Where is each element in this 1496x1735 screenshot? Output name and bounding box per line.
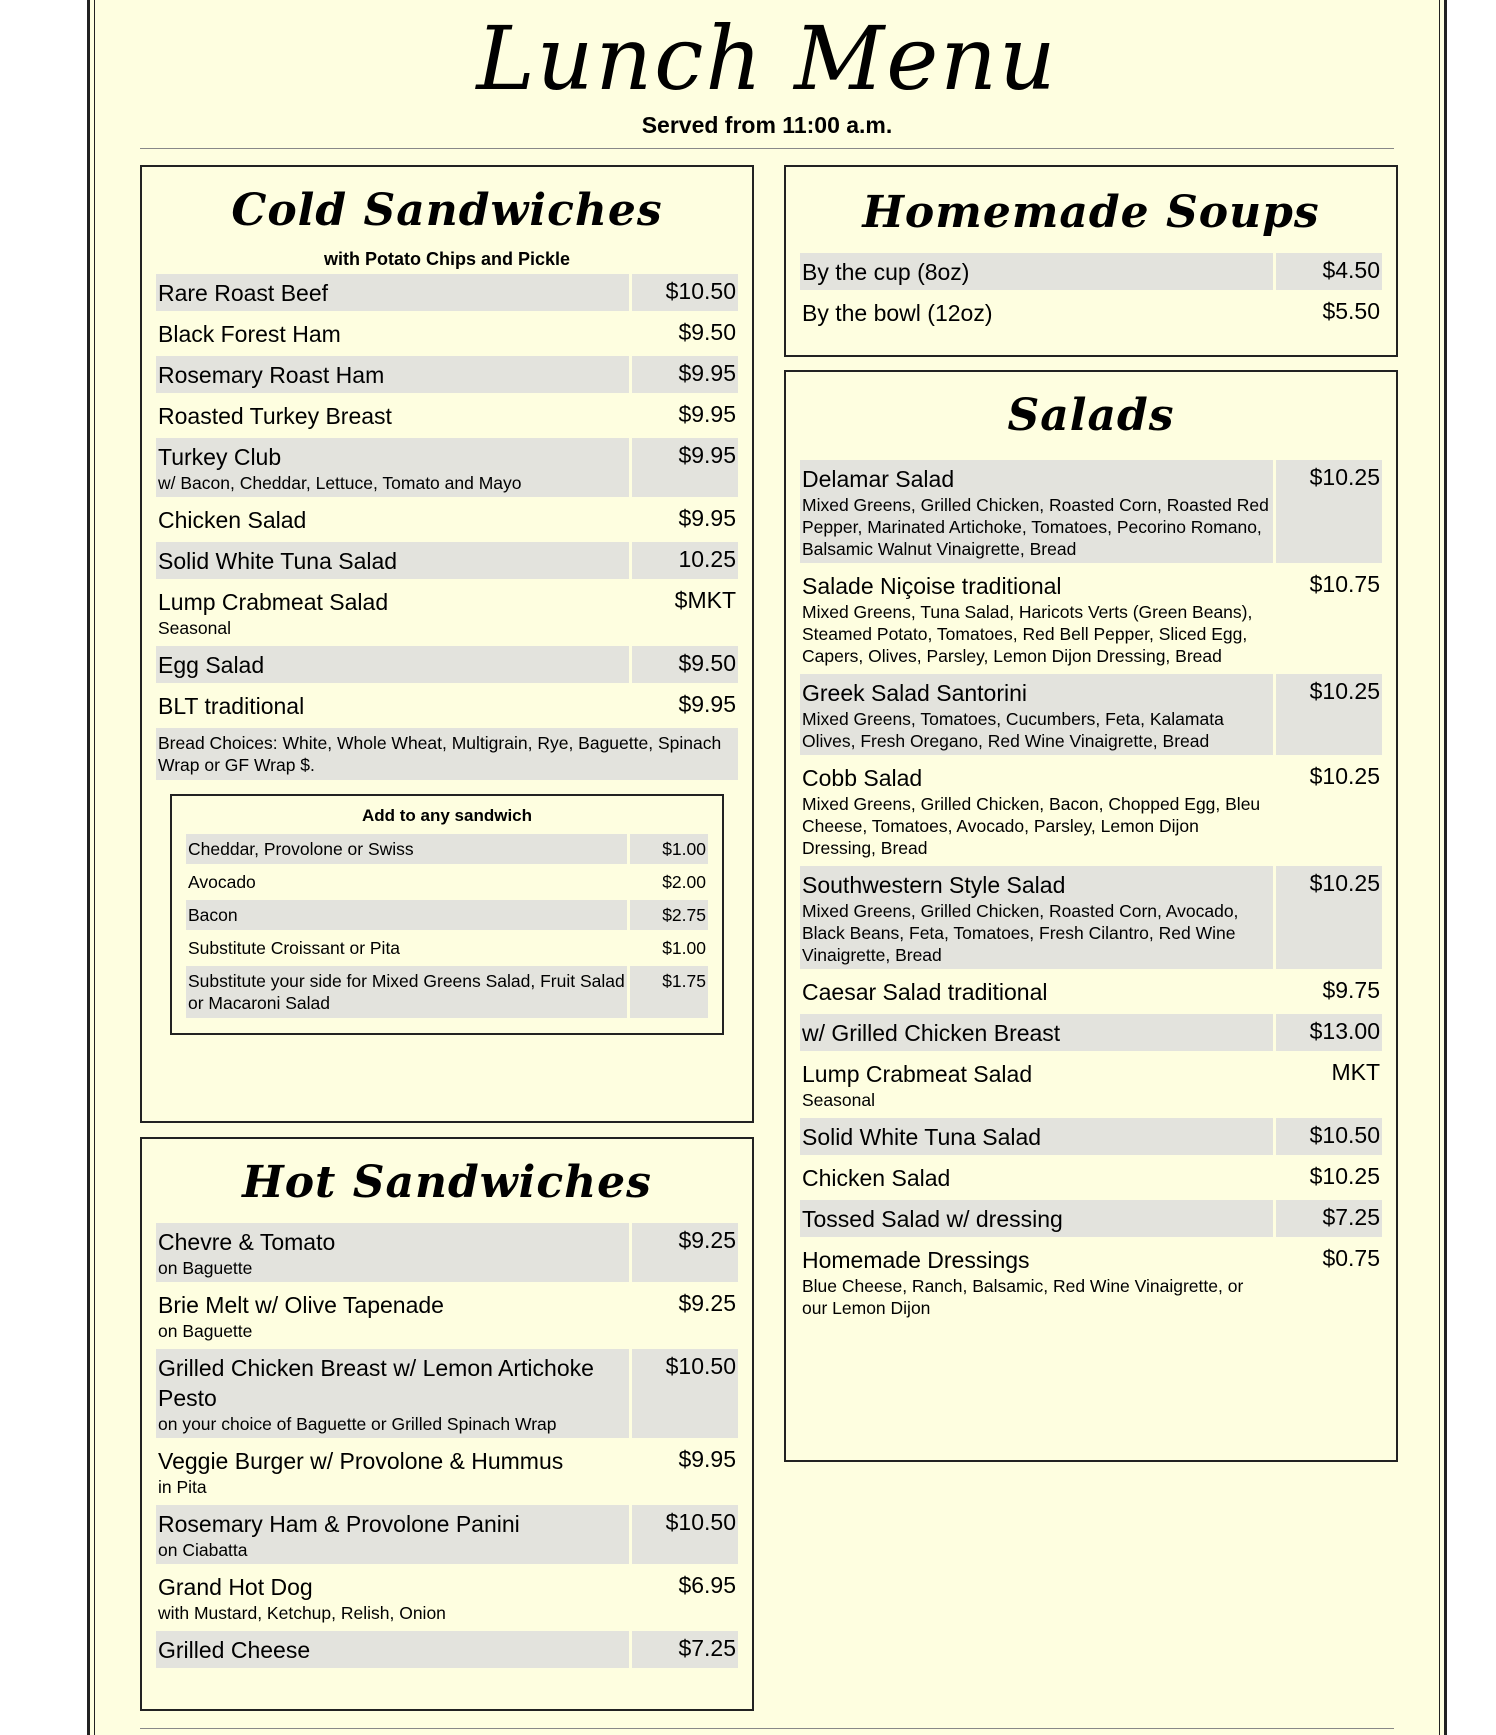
item-price: $10.25: [1309, 1163, 1380, 1189]
item-detail: on your choice of Baguette or Grilled Spinach Wrap: [158, 1414, 557, 1434]
item-description: [800, 1014, 1273, 1051]
addon-item: [186, 900, 708, 930]
item-description: [156, 397, 629, 434]
item-detail: Mixed Greens, Grilled Chicken, Bacon, Chopped Egg, Bleu Cheese, Tomatoes, Avocado, Parsley, Lemon Dijon Dressing, Bread: [802, 794, 1261, 858]
item-description: [156, 1505, 629, 1564]
menu-item: [800, 1014, 1382, 1051]
menu-item: [800, 1159, 1382, 1196]
menu-item: [800, 460, 1382, 563]
menu-item: [156, 274, 738, 311]
item-price: $10.50: [1273, 1118, 1382, 1155]
page-subtitle: Served from 11:00 a.m.: [641, 112, 893, 138]
add-to-sandwich-box: [170, 794, 724, 1035]
item-price: $6.95: [678, 1572, 736, 1598]
menu-item: [800, 1055, 1382, 1114]
item-name: Egg Salad: [158, 652, 265, 678]
addon-item: [186, 834, 708, 864]
item-price: $10.25: [1273, 866, 1382, 969]
item-price: $10.50: [629, 274, 738, 311]
addon-name: Cheddar, Provolone or Swiss: [188, 839, 414, 859]
menu-item: [156, 1631, 738, 1668]
section-title: Hot Sandwiches: [242, 1157, 652, 1208]
item-detail: Seasonal: [802, 1090, 875, 1110]
item-name: Chevre & Tomato: [158, 1229, 336, 1255]
menu-item: [156, 1442, 738, 1501]
addon-name: Substitute Croissant or Pita: [188, 938, 401, 958]
addon-price: $2.75: [627, 900, 708, 930]
item-description: [800, 1241, 1273, 1322]
item-detail: on Baguette: [158, 1258, 253, 1278]
menu-item: [800, 674, 1382, 755]
menu-item: [800, 759, 1382, 862]
item-description: [156, 542, 629, 579]
item-price: $10.50: [629, 1505, 738, 1564]
menu-item: [156, 1349, 738, 1438]
menu-item: [800, 1200, 1382, 1237]
item-description: [156, 1349, 629, 1438]
item-description: [156, 1631, 629, 1668]
item-price: $7.25: [1273, 1200, 1382, 1237]
item-price: $9.95: [678, 691, 736, 717]
item-name: Chicken Salad: [802, 1165, 951, 1191]
salads-section: [784, 370, 1398, 1462]
item-name: Salade Niçoise traditional: [802, 573, 1062, 599]
menu-list: [156, 1223, 738, 1668]
item-price: $13.00: [1273, 1014, 1382, 1051]
item-description: [800, 1118, 1273, 1155]
homemade-soups-section: [784, 165, 1398, 357]
item-name: Grand Hot Dog: [158, 1574, 313, 1600]
section-title: Salads: [1007, 390, 1175, 441]
divider: [140, 148, 1394, 149]
item-description: [156, 1568, 629, 1627]
page-title: Lunch Menu: [476, 7, 1058, 110]
item-price: $4.50: [1273, 253, 1382, 290]
item-name: By the cup (8oz): [802, 259, 970, 285]
item-detail: on Baguette: [158, 1321, 253, 1341]
hot-sandwiches-section: [140, 1137, 754, 1711]
item-price: 10.25: [629, 542, 738, 579]
item-name: Turkey Club: [158, 444, 282, 470]
menu-item: [156, 501, 738, 538]
item-detail: Seasonal: [158, 618, 231, 638]
addon-list: [186, 834, 708, 1018]
item-price: $10.25: [1273, 460, 1382, 563]
item-detail: Mixed Greens, Grilled Chicken, Roasted Corn, Roasted Red Pepper, Marinated Artichoke, Tomatoes, Pecorino Romano, Balsamic Walnut Vinaigrette, Bread: [802, 495, 1269, 559]
menu-item: [156, 687, 738, 724]
item-description: [800, 1055, 1273, 1114]
item-detail: Mixed Greens, Grilled Chicken, Roasted Corn, Avocado, Black Beans, Feta, Tomatoes, Fresh Cilantro, Red Wine Vinaigrette, Bread: [802, 901, 1239, 965]
item-description: [156, 583, 629, 642]
item-name: Grilled Cheese: [158, 1637, 311, 1663]
item-description: [800, 866, 1273, 969]
item-name: Rosemary Roast Ham: [158, 362, 385, 388]
item-name: w/ Grilled Chicken Breast: [802, 1020, 1061, 1046]
item-description: [156, 274, 629, 311]
menu-item: [800, 1241, 1382, 1322]
item-description: [156, 1442, 629, 1501]
menu-item: [156, 646, 738, 683]
item-price: $9.50: [629, 646, 738, 683]
menu-item: [156, 1505, 738, 1564]
item-name: Southwestern Style Salad: [802, 872, 1066, 898]
item-name: Greek Salad Santorini: [802, 680, 1028, 706]
item-description: [800, 674, 1273, 755]
item-detail: with Mustard, Ketchup, Relish, Onion: [158, 1603, 446, 1623]
section-note: with Potato Chips and Pickle: [323, 249, 571, 269]
item-detail: w/ Bacon, Cheddar, Lettuce, Tomato and Mayo: [158, 473, 522, 493]
item-price: $MKT: [674, 587, 736, 613]
menu-list: [156, 274, 738, 724]
item-description: [800, 567, 1273, 670]
item-name: Lump Crabmeat Salad: [158, 589, 389, 615]
item-description: [156, 315, 629, 352]
item-name: By the bowl (12oz): [802, 300, 993, 326]
item-description: [800, 1159, 1273, 1196]
item-price: $9.95: [678, 401, 736, 427]
item-name: Delamar Salad: [802, 466, 955, 492]
item-price: $9.95: [629, 438, 738, 497]
item-price: $10.25: [1309, 763, 1380, 789]
item-detail: Blue Cheese, Ranch, Balsamic, Red Wine Vinaigrette, or our Lemon Dijon: [802, 1276, 1244, 1318]
menu-item: [800, 1118, 1382, 1155]
menu-item: [156, 397, 738, 434]
menu-list: [800, 253, 1382, 331]
cold-sandwiches-section: [140, 165, 754, 1123]
menu-item: [156, 1568, 738, 1627]
menu-item: [800, 253, 1382, 290]
addon-name: Substitute your side for Mixed Greens Salad, Fruit Salad or Macaroni Salad: [188, 971, 625, 1013]
addon-price: $2.00: [662, 872, 706, 892]
item-description: [156, 646, 629, 683]
menu-item: [156, 356, 738, 393]
item-description: [156, 356, 629, 393]
addon-price: $1.75: [627, 966, 708, 1018]
item-price: $0.75: [1322, 1245, 1380, 1271]
item-name: Black Forest Ham: [158, 321, 341, 347]
item-name: Veggie Burger w/ Provolone & Hummus: [158, 1448, 564, 1474]
item-description: [800, 759, 1273, 862]
menu-item: [156, 1286, 738, 1345]
menu-item: [800, 973, 1382, 1010]
menu-item: [156, 315, 738, 352]
item-name: Solid White Tuna Salad: [802, 1124, 1042, 1150]
addon-item: [186, 867, 708, 897]
item-description: [800, 1200, 1273, 1237]
item-detail: Mixed Greens, Tuna Salad, Haricots Verts (Green Beans), Steamed Potato, Tomatoes, Red Bell Pepper, Sliced Egg, Capers, Olives, Parsley, Lemon Dijon Dressing, Bread: [802, 602, 1253, 666]
item-name: Cobb Salad: [802, 765, 923, 791]
menu-list: [800, 460, 1382, 1322]
addon-item: [186, 933, 708, 963]
addon-title: Add to any sandwich: [361, 806, 533, 825]
addon-price: $1.00: [662, 938, 706, 958]
item-name: Lump Crabmeat Salad: [802, 1061, 1033, 1087]
menu-item: [800, 567, 1382, 670]
item-price: $9.50: [678, 319, 736, 345]
item-name: Rare Roast Beef: [158, 280, 329, 306]
item-description: [156, 1223, 629, 1282]
item-name: Homemade Dressings: [802, 1247, 1030, 1273]
item-price: $7.25: [629, 1631, 738, 1668]
section-title: Cold Sandwiches: [231, 185, 663, 236]
menu-item: [156, 1223, 738, 1282]
item-detail: on Ciabatta: [158, 1540, 248, 1560]
item-name: Tossed Salad w/ dressing: [802, 1206, 1063, 1232]
item-description: [800, 460, 1273, 563]
item-price: $10.25: [1273, 674, 1382, 755]
item-price: $9.95: [678, 1446, 736, 1472]
item-detail: in Pita: [158, 1477, 207, 1497]
item-name: Rosemary Ham & Provolone Panini: [158, 1511, 520, 1537]
item-name: Solid White Tuna Salad: [158, 548, 398, 574]
item-description: [800, 973, 1273, 1010]
item-price: $9.75: [1322, 977, 1380, 1003]
item-price: MKT: [1331, 1059, 1380, 1085]
addon-item: [186, 966, 708, 1018]
item-description: [156, 1286, 629, 1345]
item-name: Caesar Salad traditional: [802, 979, 1048, 1005]
addon-name: Avocado: [188, 872, 256, 892]
item-price: $9.95: [629, 356, 738, 393]
item-price: $9.95: [678, 505, 736, 531]
menu-item: [156, 583, 738, 642]
item-price: $9.25: [629, 1223, 738, 1282]
item-description: [800, 294, 1273, 331]
menu-item: [156, 542, 738, 579]
item-description: [156, 438, 629, 497]
item-description: [156, 687, 629, 724]
menu-item: [800, 866, 1382, 969]
item-name: Chicken Salad: [158, 507, 307, 533]
menu-item: [156, 438, 738, 497]
item-name: Brie Melt w/ Olive Tapenade: [158, 1292, 444, 1318]
item-name: Roasted Turkey Breast: [158, 403, 392, 429]
bread-choices-note: Bread Choices: White, Whole Wheat, Multigrain, Rye, Baguette, Spinach Wrap or GF Wrap $.: [156, 728, 738, 780]
addon-price: $1.00: [627, 834, 708, 864]
item-name: Grilled Chicken Breast w/ Lemon Artichoke Pesto: [158, 1355, 594, 1411]
item-price: $5.50: [1322, 298, 1380, 324]
menu-page: [87, 0, 1447, 1735]
item-detail: Mixed Greens, Tomatoes, Cucumbers, Feta, Kalamata Olives, Fresh Oregano, Red Wine Vinaigrette, Bread: [802, 709, 1224, 751]
addon-name: Bacon: [188, 905, 238, 925]
section-title: Homemade Soups: [862, 187, 1320, 238]
item-price: $10.75: [1309, 571, 1380, 597]
item-description: [156, 501, 629, 538]
divider: [140, 1728, 1394, 1729]
item-name: BLT traditional: [158, 693, 305, 719]
item-price: $10.50: [629, 1349, 738, 1438]
item-price: $9.25: [678, 1290, 736, 1316]
item-description: [800, 253, 1273, 290]
menu-item: [800, 294, 1382, 331]
